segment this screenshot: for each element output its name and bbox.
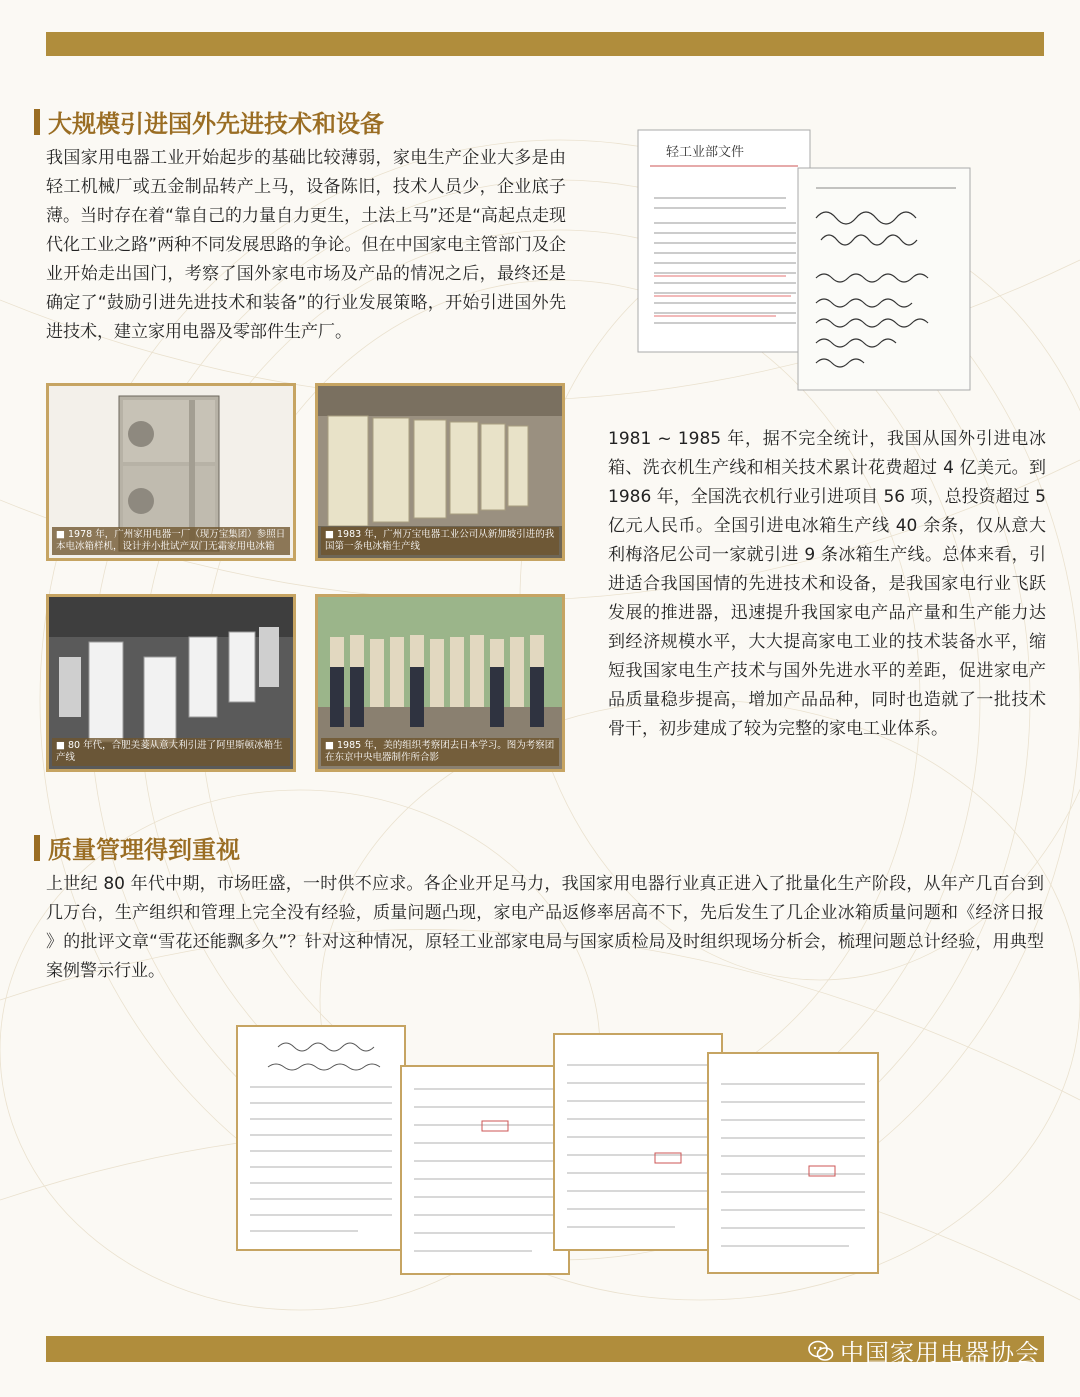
photo-production-line-1983 [315,383,565,561]
document-header: 轻工业部文件 [666,145,745,160]
section-title: 质量管理得到重视 [48,836,240,864]
photo-caption: ■ 1978 年，广州家用电器一厂（现万宝集团）参照日本电冰箱样机，设计并小批试产双门无霜家用电冰箱 [52,527,290,555]
stats-paragraph: 1981 ~ 1985 年，据不完全统计，我国从国外引进电冰箱、洗衣机生产线和相关技术累计花费超过 4 亿美元。到 1986 年，全国洗衣机行业引进项目 56 项，总投资超过 5 亿元人民币。全国引进电冰箱生产线 40 余条，仅从意大利梅洛尼公司一家就引进 9 条冰箱生产线。总体来看，引进适合我国国情的先进技术和设备，是我国家电行业飞跃发展的推进器，迅速提升我国家电产品产量和生产能力达到经济规模水平，大大提高家电工业的技术装备水平，缩短我国家电生产技术与国外先进水平的差距，促进家电产品质量稳步提高，增加产品品种，同时也造就了一批技术骨干，初步建成了较为完整的家电工业体系。 [608,429,1046,739]
handwritten-document-4 [707,1052,879,1274]
photo-midea-delegation-1985 [315,594,565,772]
heading-bar [34,109,40,135]
photo-caption: ■ 1985 年，美的组织考察团去日本学习。图为考察团在东京中央电器制作所合影 [321,738,559,766]
ministry-document-image [636,128,976,394]
top-gold-band [46,32,1044,56]
handwritten-document-3 [553,1033,723,1251]
photo-caption: ■ 1983 年，广州万宝电器工业公司从新加坡引进的我国第一条电冰箱生产线 [321,527,559,555]
handwritten-document-1 [236,1025,406,1251]
watermark [808,1333,1040,1368]
intro-paragraph: 我国家用电器工业开始起步的基础比较薄弱，家电生产企业大多是由轻工机械厂或五金制品转产上马，设备陈旧，技术人员少，企业底子薄。当时存在着“靠自己的力量自力更生，土法上马”还是“高起点走现代化工业之路”两种不同发展思路的争论。但在中国家电主管部门及企业开始走出国门，考察了国外家电市场及产品的情况之后，最终还是确定了“鼓励引进先进技术和装备”的行业发展策略，开始引进国外先进技术，建立家用电器及零部件生产厂。 [46,148,566,342]
section-heading-quality [34,830,240,865]
photo-refrigerator-1978 [46,383,296,561]
photo-caption: ■ 80 年代，合肥美菱从意大利引进了阿里斯顿冰箱生产线 [52,738,290,766]
quality-paragraph: 上世纪 80 年代中期，市场旺盛，一时供不应求。各企业开足马力，我国家用电器行业真正进入了批量化生产阶段，从年产几百台到几万台，生产组织和管理上完全没有经验，质量问题凸现，家电产品返修率居高不下，先后发生了几企业冰箱质量问题和《经济日报 》的批评文章“雪花还能飘多久”？针对这种情况，原轻工业部家电局与国家质检局及时组织现场分析会，梳理问题总计经验，用典型案例警示行业。 [46,874,1044,981]
heading-bar [34,835,40,861]
watermark-text: 中国家用电器协会 [840,1339,1040,1367]
photo-meiling-line [46,594,296,772]
section-title: 大规模引进国外先进技术和设备 [48,110,384,138]
section-heading-import [34,104,384,139]
wechat-icon [808,1340,834,1362]
handwritten-document-2 [400,1065,570,1275]
